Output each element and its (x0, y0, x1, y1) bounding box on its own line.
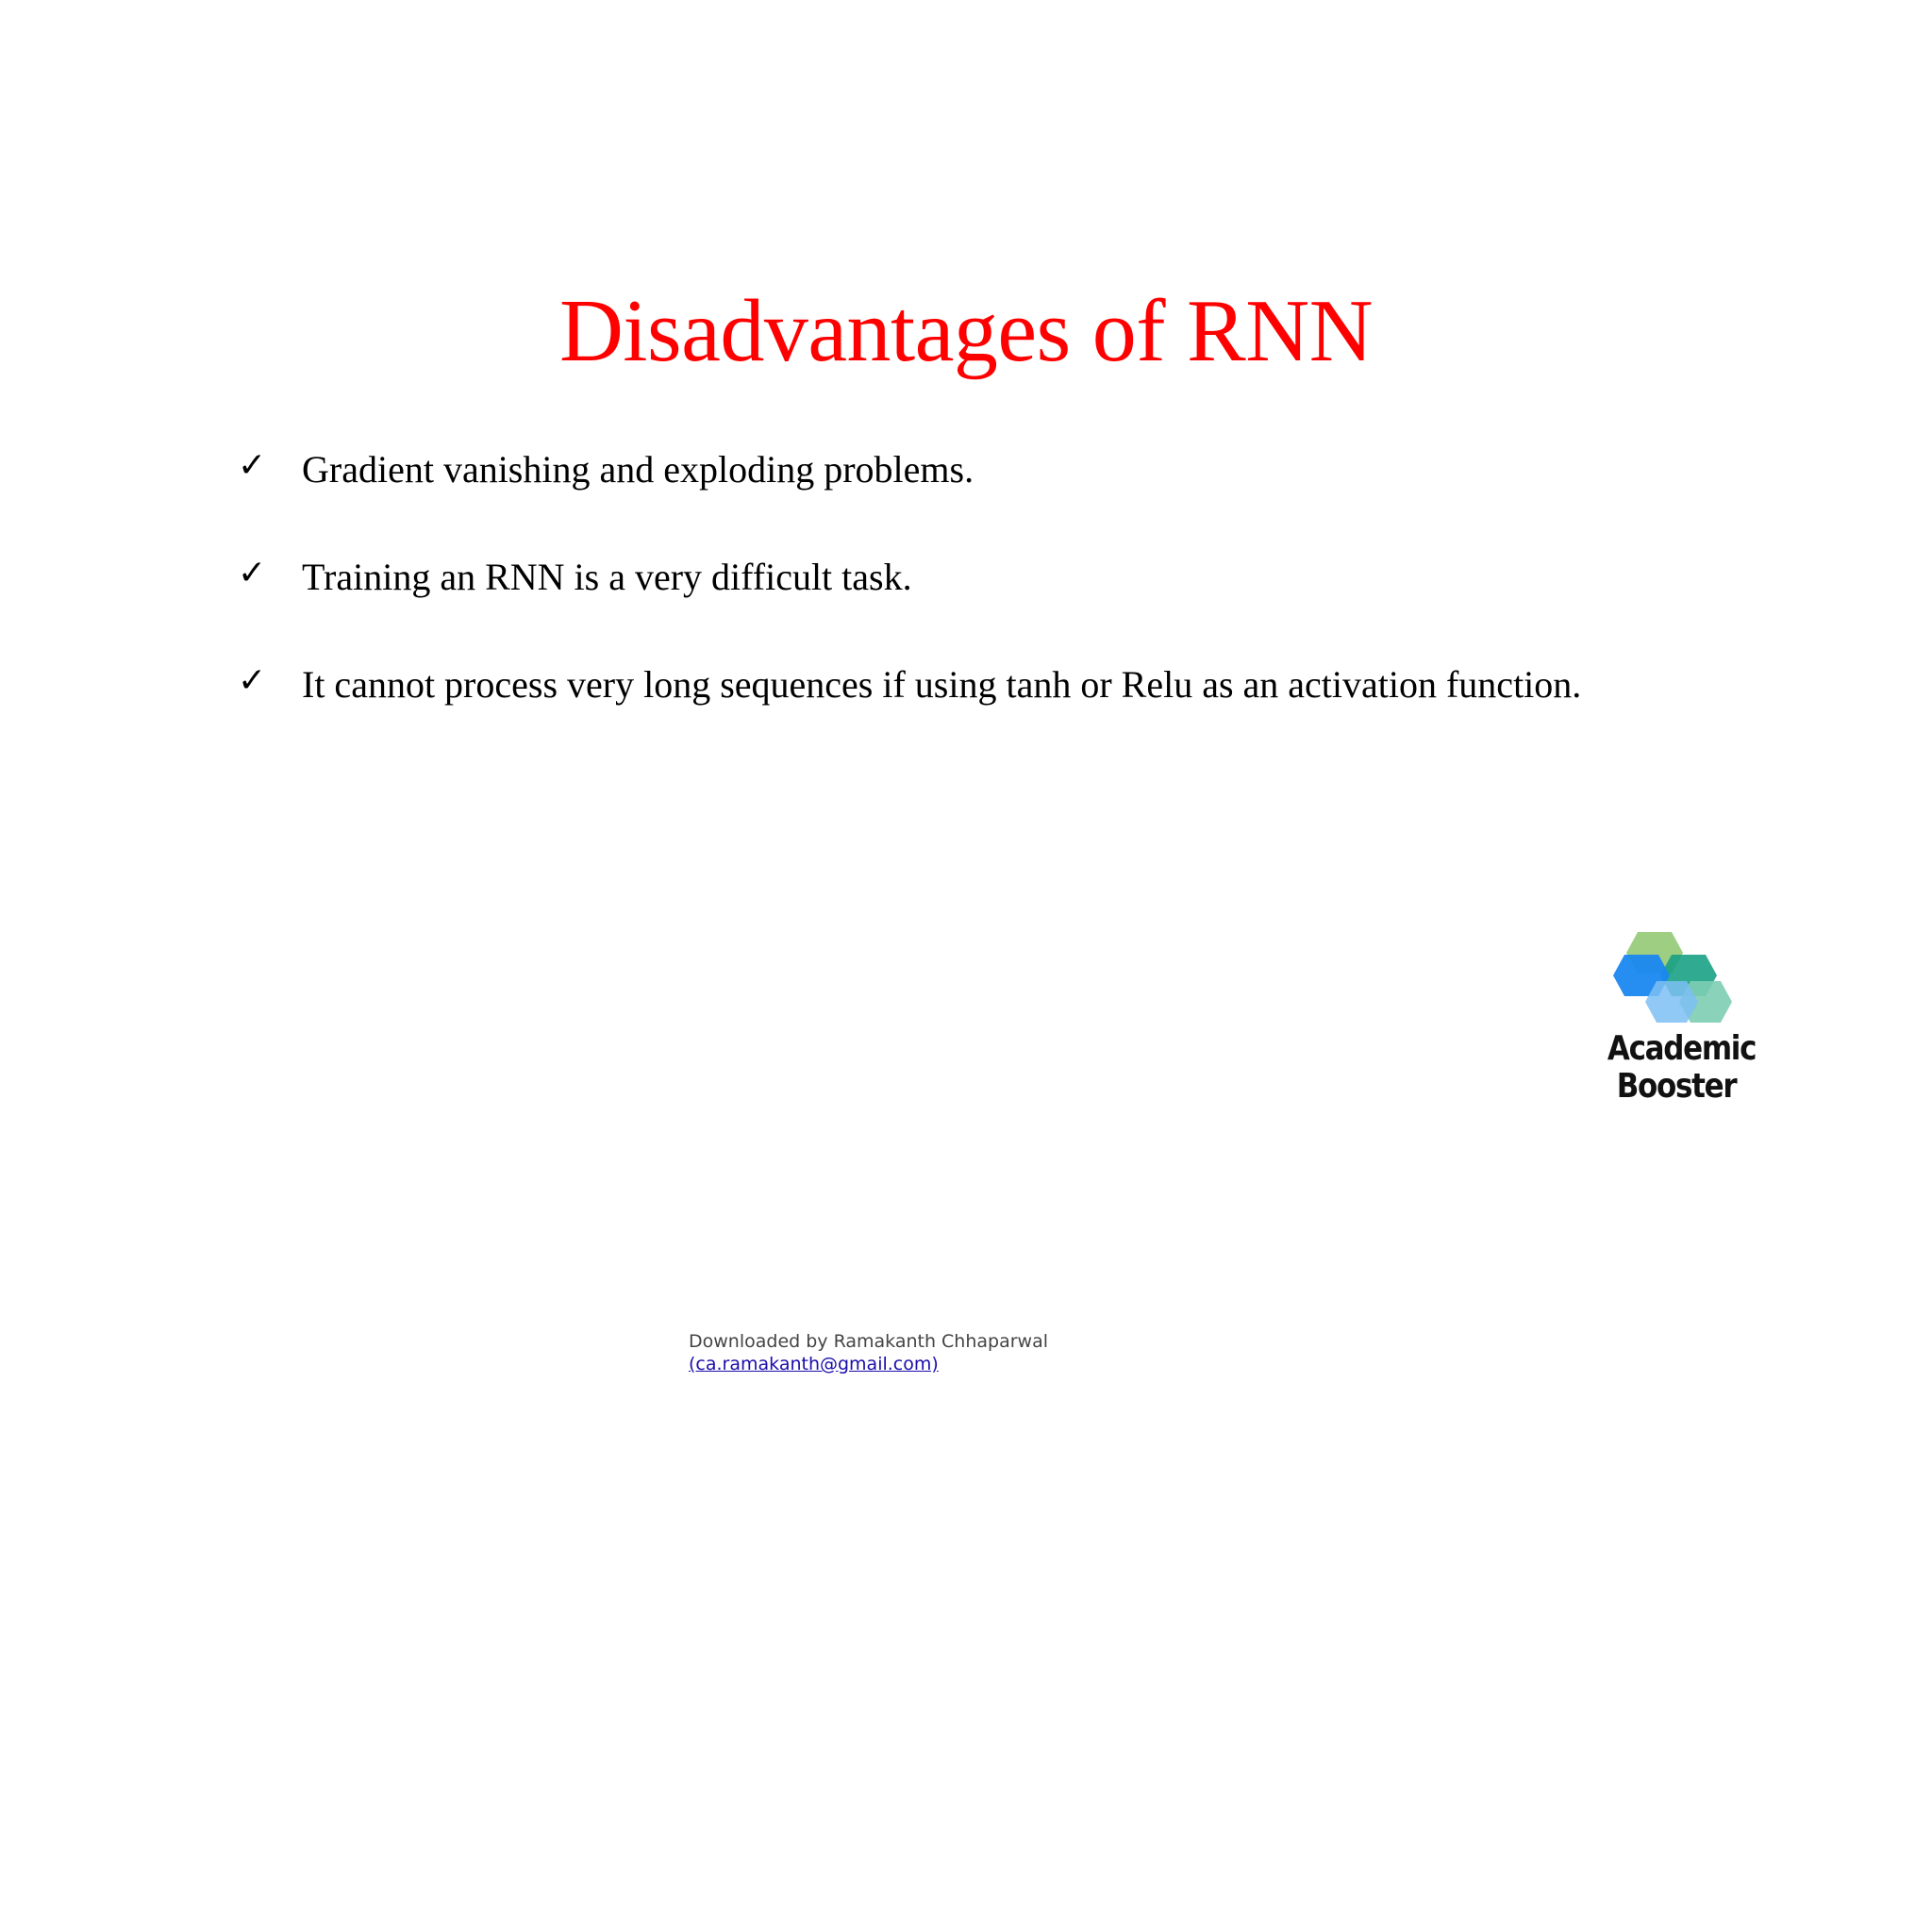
hexagon-logo-icon (1609, 928, 1741, 1030)
logo-line-2: Booster (1616, 1067, 1737, 1106)
slide-title: Disadvantages of RNN (559, 282, 1373, 380)
check-mark-icon: ✓ (238, 554, 267, 592)
academic-booster-logo (1596, 928, 1757, 1117)
logo-line-1: Academic (1607, 1029, 1757, 1068)
download-footer (689, 1330, 1048, 1375)
bullet-text: It cannot process very long sequences if using tanh or Relu as an activation function. (302, 663, 1582, 706)
bullet-item (0, 661, 1932, 721)
bullet-item (0, 446, 1932, 506)
email-link[interactable]: (ca.ramakanth@gmail.com) (689, 1354, 939, 1374)
bullet-item (0, 554, 1932, 613)
bullet-text: Training an RNN is a very difficult task. (302, 556, 912, 598)
downloaded-by-text: Downloaded by Ramakanth Chhaparwal (689, 1331, 1049, 1352)
logo-text (1607, 1029, 1757, 1106)
logo-hex-blue-light (1645, 981, 1698, 1023)
bullet-text: Gradient vanishing and exploding problems. (302, 448, 974, 491)
check-mark-icon: ✓ (238, 661, 267, 700)
check-mark-icon: ✓ (238, 446, 267, 485)
